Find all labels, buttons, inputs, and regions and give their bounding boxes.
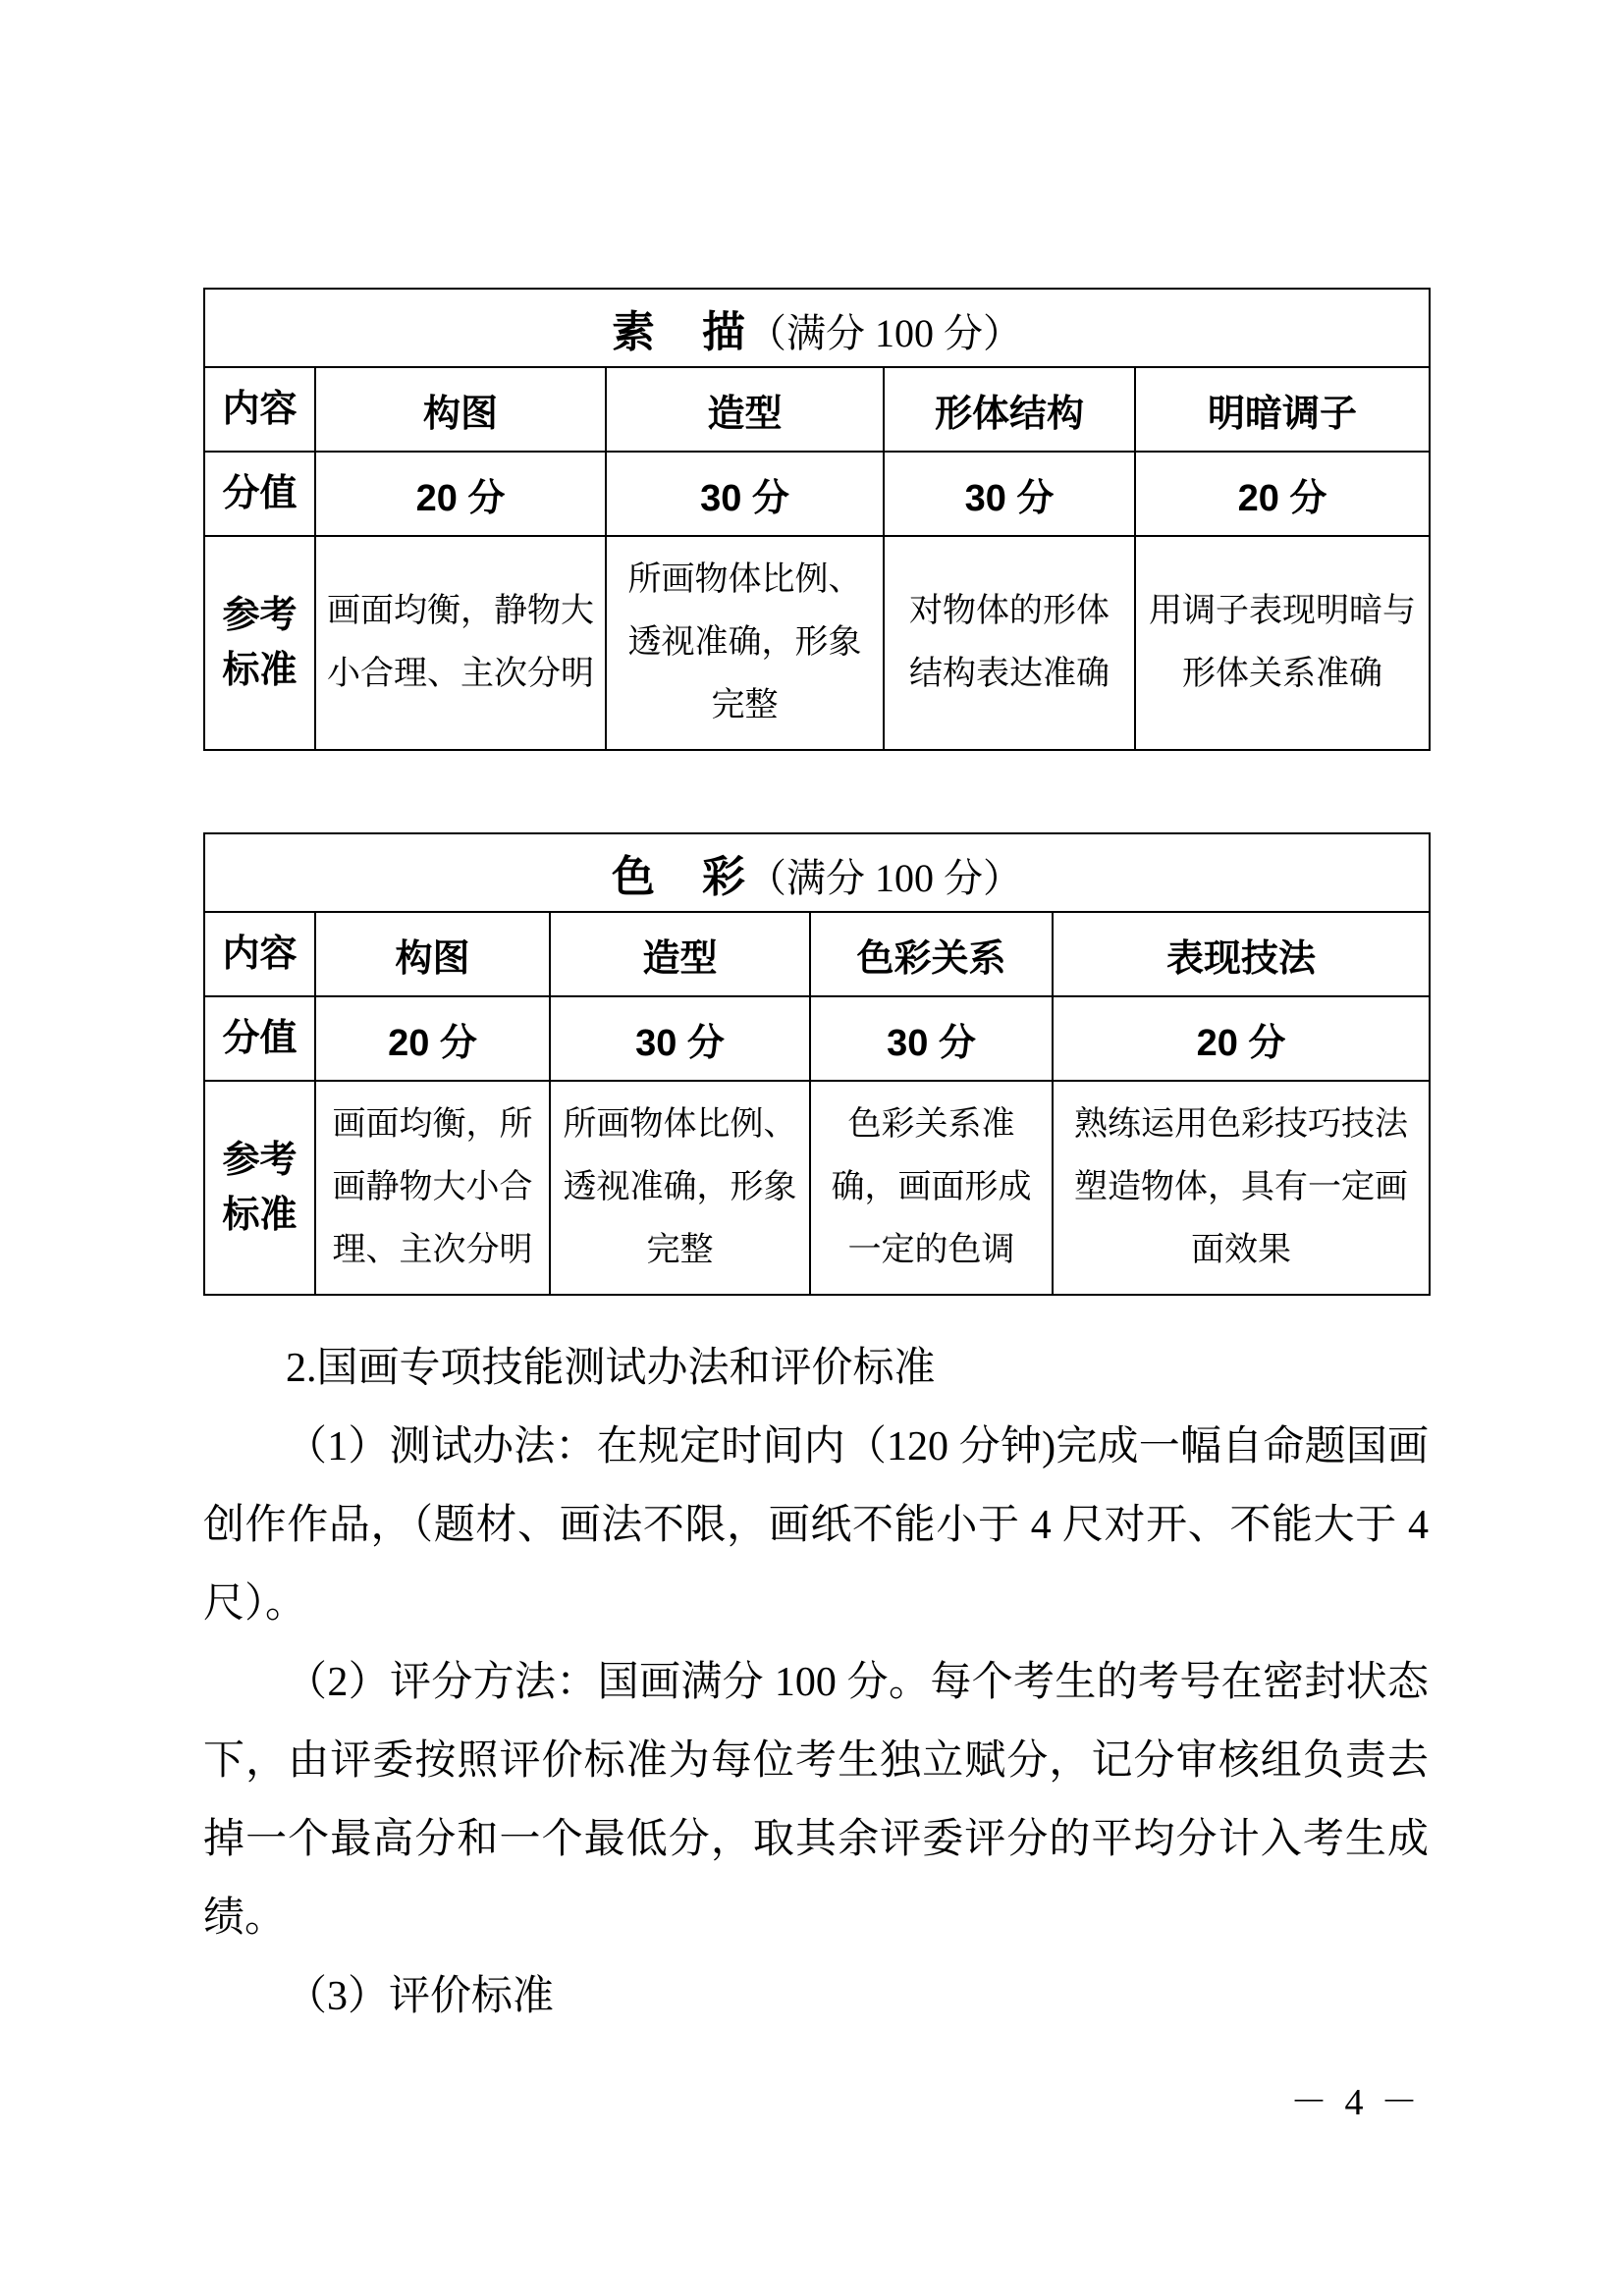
column-header: 表现技法	[1053, 912, 1430, 996]
column-header: 造型	[606, 367, 884, 452]
sketch-score-table	[203, 288, 1431, 751]
paragraph-scoring-method: （2）评分方法：国画满分 100 分。每个考生的考号在密封状态下，由评委按照评价标准为每位考生独立赋分，记分审核组负责去掉一个最高分和一个最低分，取其余评委评分的平均分计入考生成绩。	[203, 1660, 1429, 1941]
section-heading: 2.国画专项技能测试办法和评价标准	[286, 1346, 936, 1391]
score-cell: 20 分	[315, 996, 550, 1081]
table-title-row	[204, 833, 1430, 912]
score-cell: 30 分	[550, 996, 810, 1081]
table-score-row	[204, 452, 1430, 536]
criteria-cell: 所画物体比例、透视准确，形象完整	[550, 1081, 810, 1295]
table-header-row	[204, 367, 1430, 452]
column-header: 构图	[315, 912, 550, 996]
column-header: 形体结构	[884, 367, 1135, 452]
table-criteria-row	[204, 1081, 1430, 1295]
row-label-criteria: 参考标准	[204, 536, 315, 750]
table-title-row	[204, 289, 1430, 367]
row-label-content: 内容	[204, 367, 315, 452]
criteria-cell: 画面均衡，静物大小合理、主次分明	[315, 536, 606, 750]
criteria-cell: 色彩关系准确，画面形成一定的色调	[810, 1081, 1053, 1295]
page-number: － 4 －	[1289, 2082, 1422, 2123]
score-cell: 30 分	[810, 996, 1053, 1081]
paragraph-evaluation-standard: （3）评价标准	[286, 1974, 555, 2019]
criteria-cell: 所画物体比例、透视准确，形象完整	[606, 536, 884, 750]
table-title	[204, 289, 1430, 367]
table-title-main: 素 描	[612, 308, 747, 356]
table-title-suffix: （满分 100 分）	[747, 856, 1022, 900]
column-header: 造型	[550, 912, 810, 996]
paragraph-test-method: （1）测试办法：在规定时间内（120 分钟)完成一幅自命题国画创作作品，（题材、画法不限，画纸不能小于 4 尺对开、不能大于 4 尺）。	[203, 1424, 1429, 1627]
column-header: 色彩关系	[810, 912, 1053, 996]
body-text	[203, 1329, 1429, 2036]
table-header-row	[204, 912, 1430, 996]
table-title-suffix: （满分 100 分）	[747, 311, 1022, 355]
score-cell: 30 分	[606, 452, 884, 536]
table-gap	[203, 751, 1429, 832]
table-title-main: 色 彩	[612, 853, 747, 901]
score-cell: 20 分	[1053, 996, 1430, 1081]
document-page-content	[203, 288, 1429, 2036]
row-label-criteria: 参考标准	[204, 1081, 315, 1295]
row-label-score: 分值	[204, 452, 315, 536]
color-score-table	[203, 832, 1431, 1296]
table-criteria-row	[204, 536, 1430, 750]
table-title	[204, 833, 1430, 912]
row-label-score: 分值	[204, 996, 315, 1081]
criteria-cell: 画面均衡，所画静物大小合理、主次分明	[315, 1081, 550, 1295]
criteria-cell: 用调子表现明暗与形体关系准确	[1135, 536, 1430, 750]
score-cell: 20 分	[1135, 452, 1430, 536]
column-header: 明暗调子	[1135, 367, 1430, 452]
score-cell: 20 分	[315, 452, 606, 536]
table-score-row	[204, 996, 1430, 1081]
column-header: 构图	[315, 367, 606, 452]
criteria-cell: 熟练运用色彩技巧技法塑造物体，具有一定画面效果	[1053, 1081, 1430, 1295]
criteria-cell: 对物体的形体结构表达准确	[884, 536, 1135, 750]
row-label-content: 内容	[204, 912, 315, 996]
score-cell: 30 分	[884, 452, 1135, 536]
